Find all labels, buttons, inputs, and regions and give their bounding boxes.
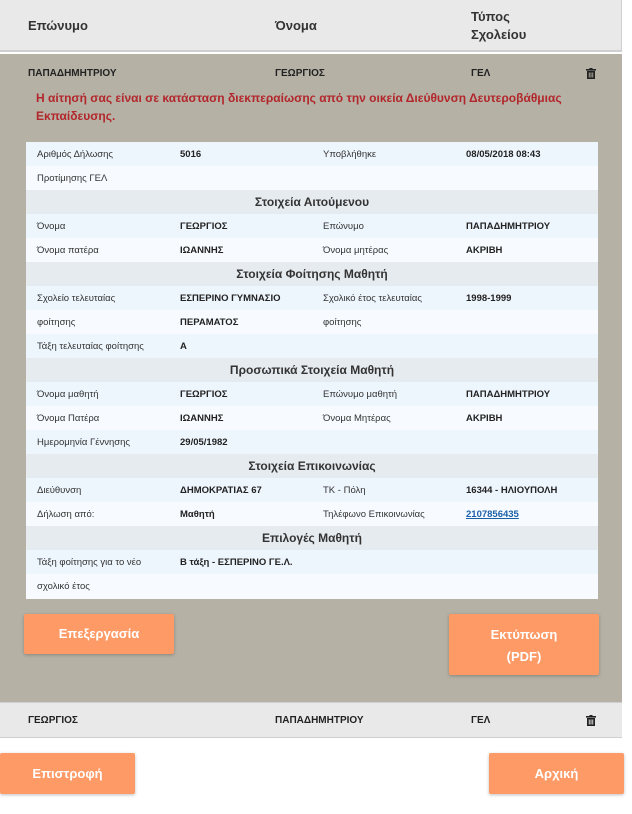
table-header [0,0,622,52]
print-button-label: Εκτύπωση [490,627,558,642]
new-class-label-cont: σχολικό έτος [37,581,90,592]
row-new-class [26,550,598,574]
last-school-label-cont: φοίτησης [37,317,76,328]
address: ΔΗΜΟΚΡΑΤΙΑΣ 67 [180,485,262,496]
phone-link[interactable]: 2107856435 [466,509,519,520]
student-mother-label: Όνομα Μητέρας [323,413,391,424]
row-birthdate [26,430,598,454]
section-personal: Προσωπικά Στοιχεία Μαθητή [26,358,598,382]
record2-school-type: ΓΕΛ [471,715,491,726]
submitted-label: Υποβλήθηκε [323,149,377,160]
postcode-city-label: ΤΚ - Πόλη [323,485,366,496]
last-school: ΕΣΠΕΡΙΝΟ ΓΥΜΝΑΣΙΟ [180,293,281,304]
details-panel [26,142,598,599]
last-class: Α [180,341,187,352]
last-school-label: Σχολείο τελευταίας [37,293,116,304]
declared-by-label: Δήλωση από: [37,509,95,520]
new-class: Β τάξη - ΕΣΠΕΡΙΝΟ ΓΕ.Λ. [180,557,293,568]
last-school-cont: ΠΕΡΑΜΑΤΟΣ [180,317,239,328]
father-label: Όνομα πατέρα [37,245,99,256]
submitted-date: 08/05/2018 08:43 [466,149,541,160]
table-row[interactable] [0,702,622,738]
record-name[interactable]: ΓΕΩΡΓΙΟΣ [275,68,325,79]
home-button[interactable]: Αρχική [489,753,624,794]
row-address [26,478,598,502]
applicant-mother: ΑΚΡΙΒΗ [466,245,503,256]
record2-name: ΠΑΠΑΔΗΜΗΤΡΙΟΥ [275,715,364,726]
section-applicant: Στοιχεία Αιτούμενου [26,190,598,214]
record-surname[interactable]: ΠΑΠΑΔΗΜΗΤΡΙΟΥ [28,68,117,79]
trash-icon[interactable] [586,68,596,79]
applicant-father: ΙΩΑΝΝΗΣ [180,245,224,256]
student-father: ΙΩΑΝΝΗΣ [180,413,224,424]
row-last-class [26,334,598,358]
row-student-name [26,382,598,406]
student-name-label: Όνομα μαθητή [37,389,99,400]
applicant-surname: ΠΑΠΑΔΗΜΗΤΡΙΟΥ [466,221,551,232]
last-year-label: Σχολικό έτος τελευταίας [323,293,422,304]
section-contact: Στοιχεία Επικοινωνίας [26,454,598,478]
row-applicant-parents [26,238,598,262]
status-alert: Η αίτησή σας είναι σε κατάσταση διεκπεραίωσης από την οικεία Διεύθυνση Δευτεροβάθμιας Εκπαίδευσης. [36,91,562,123]
header-name: Όνομα [275,18,317,33]
last-year: 1998-1999 [466,293,512,304]
declaration-number-label: Αριθμός Δήλωσης [37,149,113,160]
header-surname: Επώνυμο [28,18,88,33]
last-year-label-cont: φοίτησης [323,317,362,328]
back-button[interactable]: Επιστροφή [0,753,135,794]
student-mother: ΑΚΡΙΒΗ [466,413,503,424]
student-father-label: Όνομα Πατέρα [37,413,100,424]
row-new-class-cont [26,574,598,599]
name-label: Όνομα [37,221,66,232]
student-name: ΓΕΩΡΓΙΟΣ [180,389,228,400]
mother-label: Όνομα μητέρας [323,245,389,256]
preference-label: Προτίμησης ΓΕΛ [37,173,108,184]
expanded-record [0,54,622,702]
row-applicant-name [26,214,598,238]
section-choices: Επιλογές Μαθητή [26,526,598,550]
declaration-number: 5016 [180,149,202,160]
section-attendance: Στοιχεία Φοίτησης Μαθητή [26,262,598,286]
record-school-type[interactable]: ΓΕΛ [471,68,491,79]
edit-button[interactable]: Επεξεργασία [24,614,174,654]
row-student-parents [26,406,598,430]
row-preference [26,166,598,190]
last-class-label: Τάξη τελευταίας φοίτησης [37,341,144,352]
header-school-type: Τύπος Σχολείου [471,9,527,42]
birthdate-label: Ημερομηνία Γέννησης [37,437,130,448]
student-surname: ΠΑΠΑΔΗΜΗΤΡΙΟΥ [466,389,551,400]
print-pdf-button[interactable] [449,614,599,675]
row-last-school-cont [26,310,598,334]
print-button-sublabel: (PDF) [506,649,542,664]
birthdate: 29/05/1982 [180,437,228,448]
applicant-name: ΓΕΩΡΓΙΟΣ [180,221,228,232]
student-surname-label: Επώνυμο μαθητή [323,389,398,400]
declared-by: Μαθητή [180,509,215,520]
row-declared-phone [26,502,598,526]
new-class-label: Τάξη φοίτησης για το νέο [37,557,142,568]
row-last-school [26,286,598,310]
trash-icon[interactable] [586,715,596,726]
address-label: Διεύθυνση [37,485,82,496]
record2-surname: ΓΕΩΡΓΙΟΣ [28,715,78,726]
surname-label: Επώνυμο [323,221,364,232]
phone-label: Τηλέφωνο Επικοινωνίας [323,509,425,520]
postcode-city: 16344 - ΗΛΙΟΥΠΟΛΗ [466,485,558,496]
row-declaration [26,142,598,166]
